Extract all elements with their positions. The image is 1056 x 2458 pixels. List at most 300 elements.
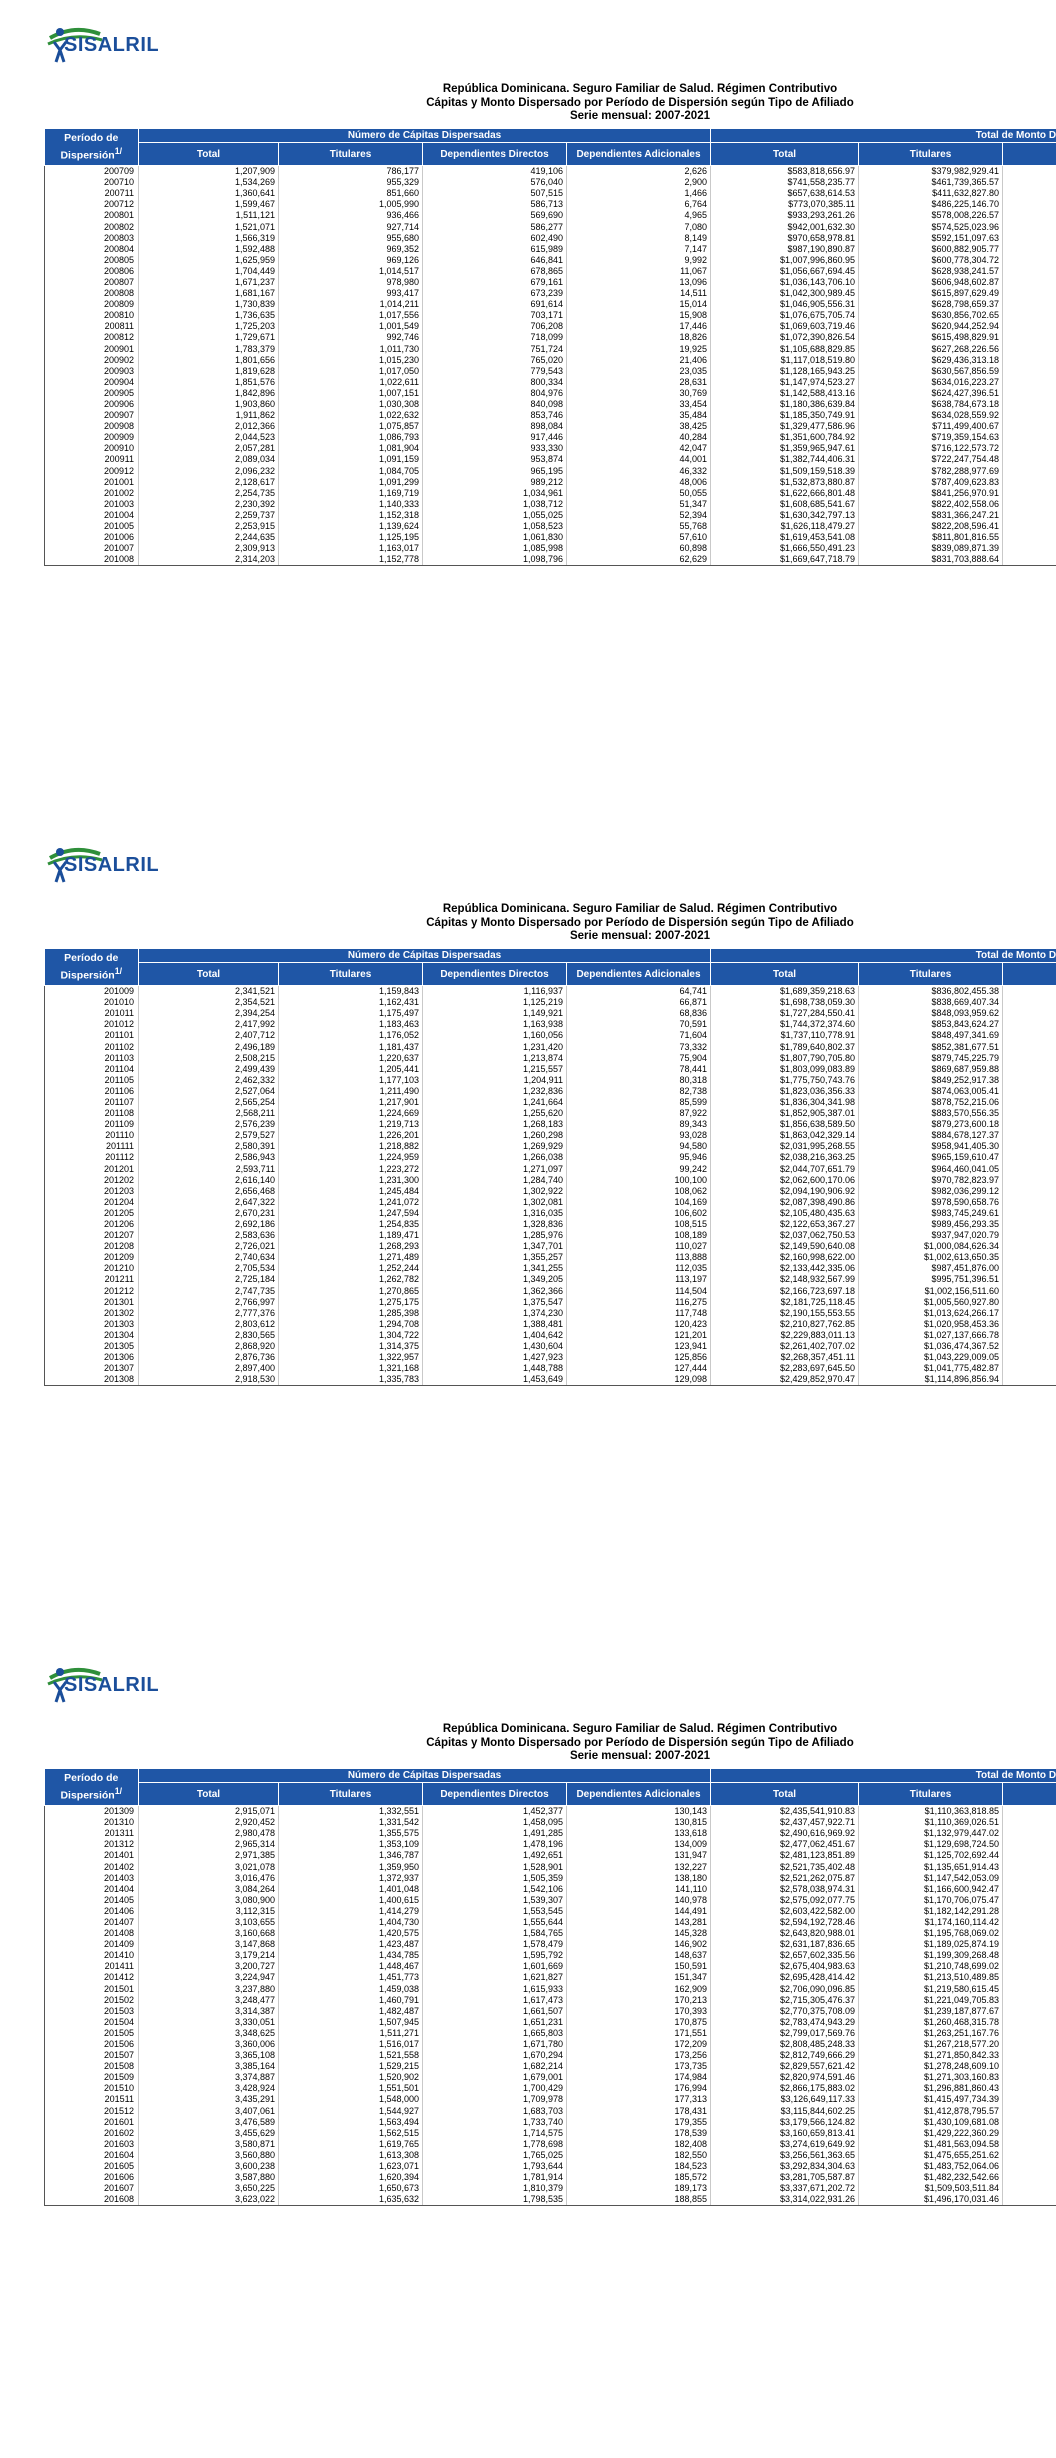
dep-directos-cell: 615,989 [423,244,567,255]
total-cell: 1,671,237 [139,277,279,288]
monto-titulares-cell: $1,129,698,724.50 [859,1839,1003,1850]
overflow-cell [1003,2028,1056,2039]
dep-adicionales-cell: 7,080 [567,221,711,232]
titulares-cell: 1,017,050 [279,366,423,377]
monto-total-cell: $2,148,932,567.99 [711,1274,859,1285]
table-row [45,499,1056,510]
overflow-cell [1003,2106,1056,2117]
table-row [45,244,1056,255]
overflow-cell [1003,2072,1056,2083]
period-cell: 201403 [45,1873,139,1884]
monto-titulares-cell: $1,278,248,609.10 [859,2061,1003,2072]
dep-directos-cell: 507,515 [423,188,567,199]
overflow-cell [1003,2017,1056,2028]
monto-titulares-cell: $574,525,023.96 [859,221,1003,232]
monto-titulares-cell: $1,027,137,666.78 [859,1330,1003,1341]
titulares-cell: 1,448,467 [279,1961,423,1972]
overflow-cell [1003,1152,1056,1163]
table-row [45,443,1056,454]
monto-total-cell: $2,166,723,697.18 [711,1286,859,1297]
monto-total-cell: $2,160,998,622.00 [711,1252,859,1263]
table-row [45,421,1056,432]
period-header [45,949,139,986]
dep-adicionales-cell: 93,028 [567,1130,711,1141]
dep-directos-cell: 898,084 [423,421,567,432]
monto-total-cell: $2,575,092,077.75 [711,1895,859,1906]
col-header-total: Total [139,963,279,986]
titulares-cell: 1,275,175 [279,1297,423,1308]
total-cell: 2,647,322 [139,1197,279,1208]
total-cell: 2,830,565 [139,1330,279,1341]
titulares-cell: 1,224,669 [279,1108,423,1119]
dep-adicionales-cell: 141,110 [567,1884,711,1895]
dep-directos-cell: 586,713 [423,199,567,210]
dep-adicionales-cell: 170,213 [567,1995,711,2006]
dep-directos-cell: 679,161 [423,277,567,288]
dep-adicionales-cell: 46,332 [567,466,711,477]
dep-directos-cell: 1,555,644 [423,1917,567,1928]
monto-total-cell: $2,706,090,096.85 [711,1984,859,1995]
overflow-cell [1003,1873,1056,1884]
group-header-capitas: Número de Cápitas Dispersadas [139,129,711,143]
overflow-cell [1003,366,1056,377]
monto-titulares-cell: $853,843,624.27 [859,1019,1003,1030]
dep-directos-cell: 1,116,937 [423,986,567,998]
overflow-cell [1003,421,1056,432]
dep-directos-cell: 1,266,038 [423,1152,567,1163]
overflow-cell [1003,1230,1056,1241]
dep-directos-cell: 678,865 [423,266,567,277]
report-titles [400,83,880,124]
sisalril-logo [44,20,204,70]
monto-titulares-cell: $1,110,363,818.85 [859,1806,1003,1818]
period-cell: 201108 [45,1108,139,1119]
period-cell: 201105 [45,1075,139,1086]
table-row [45,1352,1056,1363]
titulares-cell: 1,321,168 [279,1363,423,1374]
table-row [45,432,1056,443]
table-row [45,1241,1056,1252]
monto-titulares-cell: $719,359,154.63 [859,432,1003,443]
dep-adicionales-cell: 71,604 [567,1030,711,1041]
overflow-cell [1003,1895,1056,1906]
monto-total-cell: $657,638,614.53 [711,188,859,199]
period-cell: 200912 [45,466,139,477]
titulares-cell: 955,680 [279,233,423,244]
titulares-cell: 1,619,765 [279,2139,423,2150]
monto-total-cell: $1,744,372,374.60 [711,1019,859,1030]
table-row [45,2117,1056,2128]
group-header-monto [711,949,1056,963]
period-cell: 201107 [45,1097,139,1108]
period-cell: 200709 [45,166,139,178]
table-row [45,199,1056,210]
dep-adicionales-cell: 68,836 [567,1008,711,1019]
overflow-cell [1003,1175,1056,1186]
total-cell: 3,237,880 [139,1984,279,1995]
table-row [45,488,1056,499]
total-cell: 3,455,629 [139,2128,279,2139]
total-cell: 3,580,871 [139,2139,279,2150]
dep-directos-cell: 1,505,359 [423,1873,567,1884]
total-cell: 2,128,617 [139,477,279,488]
monto-titulares-cell: $486,225,146.70 [859,199,1003,210]
col-header-monto-titulares: Titulares [859,1783,1003,1806]
overflow-cell [1003,344,1056,355]
total-cell: 2,407,712 [139,1030,279,1041]
period-cell: 201201 [45,1164,139,1175]
titulares-cell: 1,001,549 [279,321,423,332]
total-cell: 2,579,527 [139,1130,279,1141]
table-row [45,177,1056,188]
monto-titulares-cell: $836,802,455.38 [859,986,1003,998]
titulares-cell: 1,086,793 [279,432,423,443]
period-cell: 200902 [45,355,139,366]
monto-total-cell: $1,046,905,556.31 [711,299,859,310]
titulares-cell: 1,181,437 [279,1041,423,1052]
period-cell: 200906 [45,399,139,410]
overflow-cell [1003,2006,1056,2017]
total-cell: 2,089,034 [139,454,279,465]
monto-total-cell: $2,521,262,075.87 [711,1873,859,1884]
monto-titulares-cell: $989,456,293.35 [859,1219,1003,1230]
period-cell: 201410 [45,1950,139,1961]
total-cell: 1,819,628 [139,366,279,377]
total-cell: 2,726,021 [139,1241,279,1252]
table-row [45,1950,1056,1961]
total-cell: 1,903,860 [139,399,279,410]
overflow-cell [1003,410,1056,421]
overflow-cell [1003,1928,1056,1939]
col-header-dep-directos: Dependientes Directos [423,963,567,986]
monto-total-cell: $1,351,600,784.92 [711,432,859,443]
period-cell: 200711 [45,188,139,199]
report-title-line3: Serie mensual: 2007-2021 [569,110,710,122]
dep-adicionales-cell: 18,826 [567,332,711,343]
dep-adicionales-cell: 125,856 [567,1352,711,1363]
monto-total-cell: $2,062,600,170.06 [711,1175,859,1186]
table-row [45,399,1056,410]
monto-total-cell: $1,056,667,694.45 [711,266,859,277]
monto-total-cell: $2,261,402,707.02 [711,1341,859,1352]
col-header-overflow [1003,963,1056,986]
monto-total-cell: $3,314,022,931.26 [711,2194,859,2206]
overflow-cell [1003,1806,1056,1818]
period-cell: 201302 [45,1308,139,1319]
total-cell: 3,385,164 [139,2061,279,2072]
total-cell: 2,586,943 [139,1152,279,1163]
monto-titulares-cell: $1,135,651,914.43 [859,1861,1003,1872]
dep-directos-cell: 1,213,874 [423,1053,567,1064]
dep-adicionales-cell: 188,855 [567,2194,711,2206]
dep-directos-cell: 1,478,196 [423,1839,567,1850]
period-cell: 201207 [45,1230,139,1241]
total-cell: 2,670,231 [139,1208,279,1219]
table-row [45,1108,1056,1119]
total-cell: 2,259,737 [139,510,279,521]
period-cell: 201109 [45,1119,139,1130]
overflow-cell [1003,554,1056,566]
titulares-cell: 1,177,103 [279,1075,423,1086]
titulares-cell: 1,400,615 [279,1895,423,1906]
titulares-cell: 1,091,299 [279,477,423,488]
monto-total-cell: $1,382,744,406.31 [711,454,859,465]
titulares-cell: 1,030,308 [279,399,423,410]
period-cell: 200808 [45,288,139,299]
monto-total-cell: $1,823,036,356.33 [711,1086,859,1097]
monto-total-cell: $1,329,477,586.96 [711,421,859,432]
overflow-cell [1003,477,1056,488]
monto-titulares-cell: $600,882,905.77 [859,244,1003,255]
table-row [45,1928,1056,1939]
overflow-cell [1003,1828,1056,1839]
total-cell: 2,244,635 [139,532,279,543]
dep-directos-cell: 1,349,205 [423,1274,567,1285]
table-row [45,1308,1056,1319]
total-cell: 2,057,281 [139,443,279,454]
dep-adicionales-cell: 123,941 [567,1341,711,1352]
period-cell: 201101 [45,1030,139,1041]
dep-adicionales-cell: 178,431 [567,2106,711,2117]
total-cell: 2,593,711 [139,1164,279,1175]
col-header-total: Total [139,1783,279,1806]
table-row [45,477,1056,488]
dep-adicionales-cell: 62,629 [567,554,711,566]
dep-adicionales-cell: 85,599 [567,1097,711,1108]
dep-adicionales-cell: 80,318 [567,1075,711,1086]
col-header-dep-adicionales: Dependientes Adicionales [567,1783,711,1806]
table-row [45,1075,1056,1086]
total-cell: 2,044,523 [139,432,279,443]
period-cell: 201407 [45,1917,139,1928]
monto-titulares-cell: $1,036,474,367.52 [859,1341,1003,1352]
period-cell: 200806 [45,266,139,277]
dep-directos-cell: 765,020 [423,355,567,366]
titulares-cell: 1,163,017 [279,543,423,554]
monto-titulares-cell: $629,436,313.18 [859,355,1003,366]
monto-titulares-cell: $958,941,405.30 [859,1141,1003,1152]
dep-adicionales-cell: 173,256 [567,2050,711,2061]
titulares-cell: 1,451,773 [279,1972,423,1983]
titulares-cell: 1,005,990 [279,199,423,210]
period-cell: 201602 [45,2128,139,2139]
monto-titulares-cell: $600,778,304.72 [859,255,1003,266]
titulares-cell: 1,650,673 [279,2183,423,2194]
monto-titulares-cell: $987,451,876.00 [859,1263,1003,1274]
monto-titulares-cell: $983,745,249.61 [859,1208,1003,1219]
period-cell: 201305 [45,1341,139,1352]
dep-directos-cell: 1,061,830 [423,532,567,543]
dep-directos-cell: 1,458,095 [423,1817,567,1828]
total-cell: 3,224,947 [139,1972,279,1983]
monto-titulares-cell: $461,739,365.57 [859,177,1003,188]
monto-titulares-cell: $841,256,970.91 [859,488,1003,499]
table-row [45,1806,1056,1818]
monto-titulares-cell: $1,482,232,542.66 [859,2172,1003,2183]
total-cell: 1,704,449 [139,266,279,277]
monto-titulares-cell: $1,496,170,031.46 [859,2194,1003,2206]
total-cell: 2,915,071 [139,1806,279,1818]
period-header [45,129,139,166]
titulares-cell: 1,511,271 [279,2028,423,2039]
dep-adicionales-cell: 130,143 [567,1806,711,1818]
total-cell: 2,980,478 [139,1828,279,1839]
dep-adicionales-cell: 66,871 [567,997,711,1008]
dep-adicionales-cell: 2,626 [567,166,711,178]
monto-total-cell: $1,666,550,491.23 [711,543,859,554]
period-cell: 201606 [45,2172,139,2183]
period-cell: 200712 [45,199,139,210]
dep-directos-cell: 1,682,214 [423,2061,567,2072]
monto-total-cell: $3,115,844,602.25 [711,2106,859,2117]
dep-directos-cell: 1,260,298 [423,1130,567,1141]
table-row [45,1330,1056,1341]
dep-adicionales-cell: 143,281 [567,1917,711,1928]
period-cell: 201509 [45,2072,139,2083]
monto-total-cell: $1,142,588,413.16 [711,388,859,399]
monto-titulares-cell: $964,460,041.05 [859,1164,1003,1175]
total-cell: 2,565,254 [139,1097,279,1108]
monto-titulares-cell: $1,013,624,266.17 [859,1308,1003,1319]
monto-titulares-cell: $592,151,097.63 [859,233,1003,244]
period-cell: 201404 [45,1884,139,1895]
titulares-cell: 1,355,575 [279,1828,423,1839]
total-cell: 1,566,319 [139,233,279,244]
total-cell: 1,534,269 [139,177,279,188]
monto-total-cell: $2,594,192,728.46 [711,1917,859,1928]
period-cell: 201210 [45,1263,139,1274]
monto-total-cell: $1,147,974,523.27 [711,377,859,388]
monto-titulares-cell: $1,005,560,927.80 [859,1297,1003,1308]
table-row [45,1961,1056,1972]
monto-titulares-cell: $848,093,959.62 [859,1008,1003,1019]
table-row [45,986,1056,998]
total-cell: 1,521,071 [139,221,279,232]
titulares-cell: 1,015,230 [279,355,423,366]
monto-total-cell: $1,622,666,801.48 [711,488,859,499]
table-row [45,221,1056,232]
dep-adicionales-cell: 48,006 [567,477,711,488]
col-header-monto-titulares: Titulares [859,143,1003,166]
monto-total-cell: $1,737,110,778.91 [711,1030,859,1041]
col-header-titulares: Titulares [279,963,423,986]
sisalril-logo [44,1660,204,1710]
dep-adicionales-cell: 50,055 [567,488,711,499]
dep-directos-cell: 1,448,788 [423,1363,567,1374]
overflow-cell [1003,1297,1056,1308]
table-row [45,1219,1056,1230]
monto-total-cell: $1,727,284,550.41 [711,1008,859,1019]
period-cell: 201003 [45,499,139,510]
logo-text: SISALRIL [64,1674,160,1696]
total-cell: 2,692,186 [139,1219,279,1230]
titulares-cell: 1,219,713 [279,1119,423,1130]
total-cell: 1,851,576 [139,377,279,388]
period-cell: 201307 [45,1363,139,1374]
total-cell: 2,462,332 [139,1075,279,1086]
dep-adicionales-cell: 40,284 [567,432,711,443]
titulares-cell: 1,332,551 [279,1806,423,1818]
table-row [45,2061,1056,2072]
table-clip [0,1768,1056,2238]
period-cell: 200802 [45,221,139,232]
monto-titulares-cell: $1,271,303,160.83 [859,2072,1003,2083]
period-cell: 201304 [45,1330,139,1341]
dep-adicionales-cell: 132,227 [567,1861,711,1872]
titulares-cell: 1,620,394 [279,2172,423,2183]
monto-titulares-cell: $634,016,223.27 [859,377,1003,388]
total-cell: 3,374,887 [139,2072,279,2083]
table-row [45,2194,1056,2206]
monto-total-cell: $2,044,707,651.79 [711,1164,859,1175]
dep-directos-cell: 1,388,481 [423,1319,567,1330]
monto-titulares-cell: $578,008,226.57 [859,210,1003,221]
overflow-cell [1003,2161,1056,2172]
total-cell: 2,918,530 [139,1374,279,1386]
dep-adicionales-cell: 28,631 [567,377,711,388]
monto-titulares-cell: $879,745,225.79 [859,1053,1003,1064]
overflow-cell [1003,1850,1056,1861]
total-cell: 3,200,727 [139,1961,279,1972]
period-cell: 200803 [45,233,139,244]
overflow-cell [1003,466,1056,477]
monto-titulares-cell: $811,801,816.55 [859,532,1003,543]
monto-total-cell: $2,481,123,851.89 [711,1850,859,1861]
overflow-cell [1003,1286,1056,1297]
overflow-cell [1003,221,1056,232]
dep-directos-cell: 1,539,307 [423,1895,567,1906]
monto-titulares-cell: $615,897,629.49 [859,288,1003,299]
titulares-cell: 1,075,857 [279,421,423,432]
period-cell: 201203 [45,1186,139,1197]
monto-total-cell: $2,229,883,011.13 [711,1330,859,1341]
monto-titulares-cell: $874,063,005.41 [859,1086,1003,1097]
dep-adicionales-cell: 171,551 [567,2028,711,2039]
dep-directos-cell: 965,195 [423,466,567,477]
table-row [45,1839,1056,1850]
group-header-monto-label: Total de Monto D [975,1770,1056,1781]
monto-total-cell: $2,094,190,906.92 [711,1186,859,1197]
overflow-cell [1003,1186,1056,1197]
total-cell: 3,084,264 [139,1884,279,1895]
overflow-cell [1003,2172,1056,2183]
dep-directos-cell: 1,341,255 [423,1263,567,1274]
monto-titulares-cell: $995,751,396.51 [859,1274,1003,1285]
table-row [45,1086,1056,1097]
dep-adicionales-cell: 127,444 [567,1363,711,1374]
monto-titulares-cell: $869,687,959.88 [859,1064,1003,1075]
monto-total-cell: $1,807,790,705.80 [711,1053,859,1064]
period-cell: 201301 [45,1297,139,1308]
overflow-cell [1003,510,1056,521]
monto-total-cell: $1,856,638,589.50 [711,1119,859,1130]
dep-adicionales-cell: 106,602 [567,1208,711,1219]
period-cell: 200809 [45,299,139,310]
period-cell: 201605 [45,2161,139,2172]
monto-titulares-cell: $711,499,400.67 [859,421,1003,432]
titulares-cell: 1,551,501 [279,2083,423,2094]
titulares-cell: 1,460,791 [279,1995,423,2006]
period-cell: 201312 [45,1839,139,1850]
dep-adicionales-cell: 150,591 [567,1961,711,1972]
total-cell: 3,587,880 [139,2172,279,2183]
total-cell: 3,160,668 [139,1928,279,1939]
total-cell: 2,254,735 [139,488,279,499]
dep-adicionales-cell: 133,618 [567,1828,711,1839]
monto-total-cell: $2,429,852,970.47 [711,1374,859,1386]
dep-directos-cell: 1,316,035 [423,1208,567,1219]
overflow-cell [1003,1274,1056,1285]
